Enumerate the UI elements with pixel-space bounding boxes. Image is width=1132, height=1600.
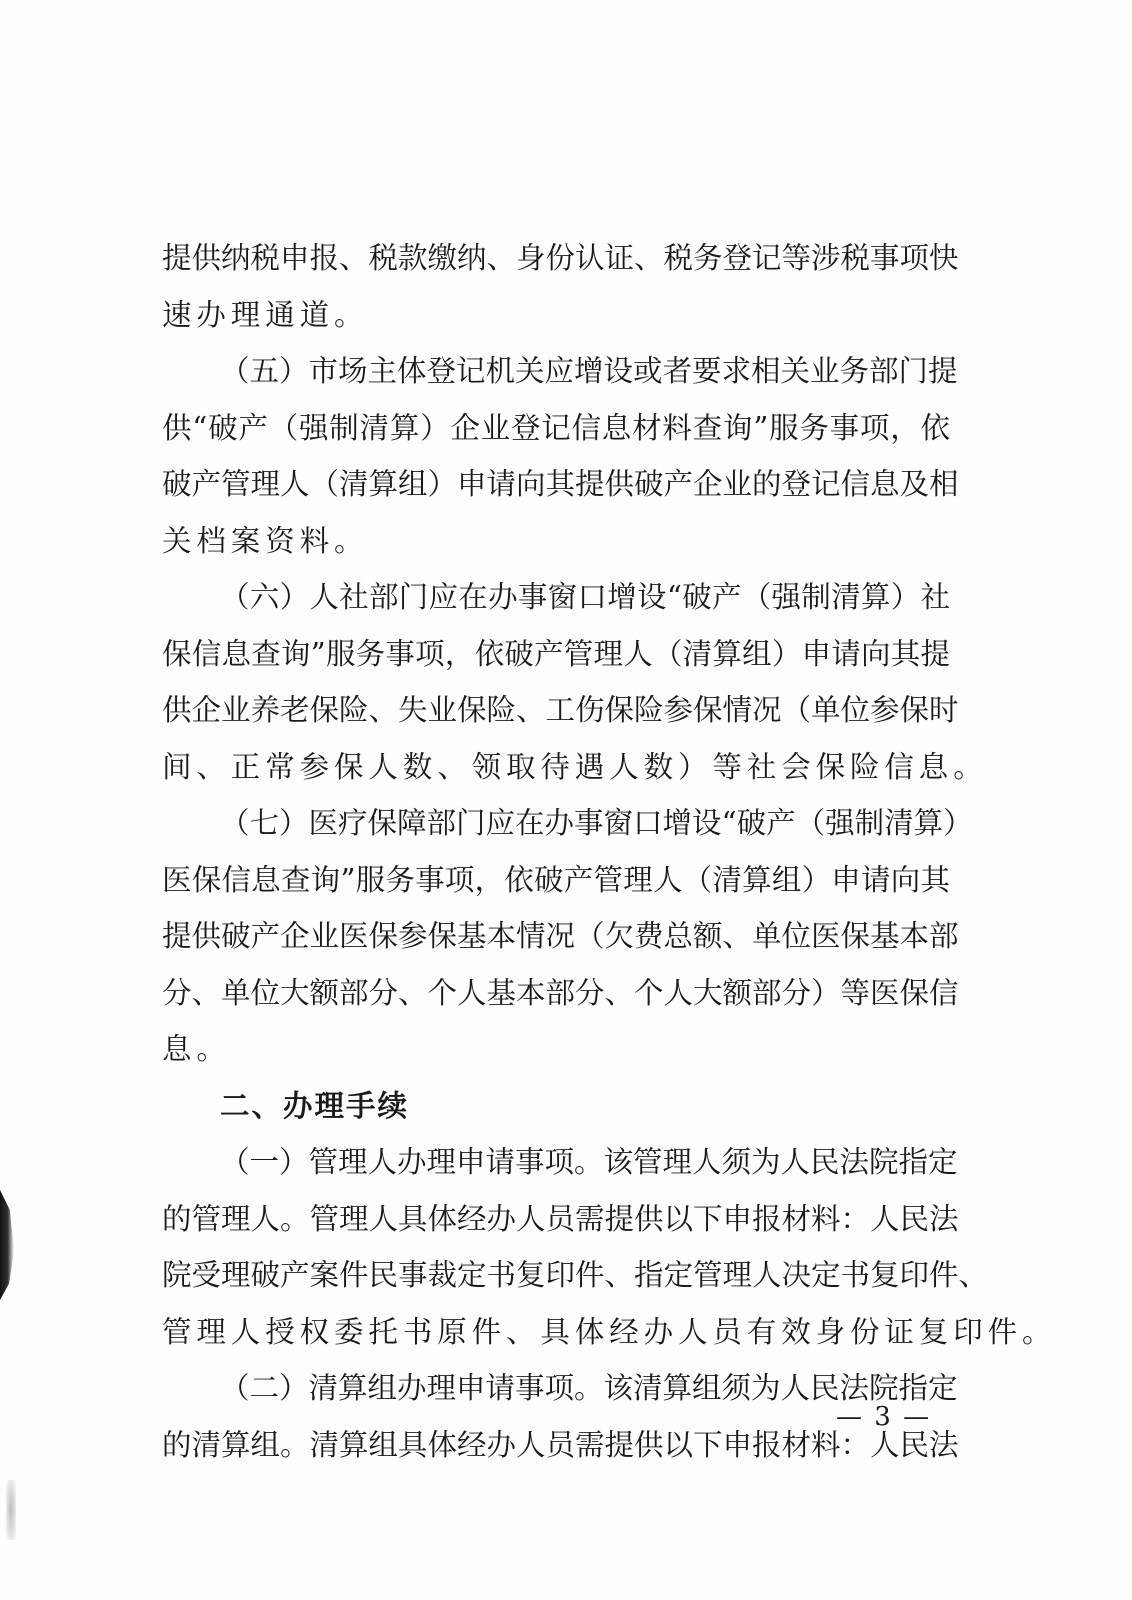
body-line: 分、单位大额部分、个人基本部分、个人大额部分）等医保信 (162, 975, 959, 1010)
body-line: 供“破产（强制清算）企业登记信息材料查询”服务事项，依 (162, 410, 950, 445)
scan-edge-shadow (0, 1190, 14, 1300)
body-line: 医保信息查询”服务事项，依破产管理人（清算组）申请向其 (162, 862, 950, 897)
page-number: — 3 — (836, 1402, 932, 1432)
body-line: 的管理人。管理人具体经办人员需提供以下申报材料：人民法 (162, 1201, 959, 1236)
body-line: 间、正常参保人数、领取待遇人数）等社会保险信息。 (162, 749, 988, 784)
paragraph-one-start: （一）管理人办理申请事项。该管理人须为人民法院指定 (220, 1145, 958, 1179)
section-heading: 二、办理手续 (220, 1088, 410, 1123)
document-body (162, 230, 1057, 1473)
body-line: 破产管理人（清算组）申请向其提供破产企业的登记信息及相 (162, 467, 959, 501)
paragraph-six-start: （六）人社部门应在办事窗口增设“破产（强制清算）社 (220, 580, 950, 614)
body-line: 速办理通道。 (162, 297, 369, 332)
body-line: 息。 (162, 1032, 231, 1066)
paragraph-five-start: （五）市场主体登记机关应增设或者要求相关业务部门提 (220, 354, 958, 388)
body-line: 供企业养老保险、失业保险、工伤保险参保情况（单位参保时 (162, 693, 959, 727)
body-line: 的清算组。清算组具体经办人员需提供以下申报材料：人民法 (162, 1427, 959, 1462)
body-line: 提供纳税申报、税款缴纳、身份认证、税务登记等涉税事项快 (162, 241, 959, 275)
body-line: 管理人授权委托书原件、具体经办人员有效身份证复印件。 (162, 1314, 1057, 1349)
body-line: 院受理破产案件民事裁定书复印件、指定管理人决定书复印件、 (162, 1258, 989, 1292)
body-line: 保信息查询”服务事项，依破产管理人（清算组）申请向其提 (162, 636, 950, 671)
scan-smudge (6, 1480, 16, 1540)
body-line: 关档案资料。 (162, 523, 369, 558)
paragraph-seven-start: （七）医疗保障部门应在办事窗口增设“破产（强制清算） (220, 806, 973, 840)
paragraph-two-start: （二）清算组办理申请事项。该清算组须为人民法院指定 (220, 1371, 958, 1405)
body-line: 提供破产企业医保参保基本情况（欠费总额、单位医保基本部 (162, 919, 959, 953)
